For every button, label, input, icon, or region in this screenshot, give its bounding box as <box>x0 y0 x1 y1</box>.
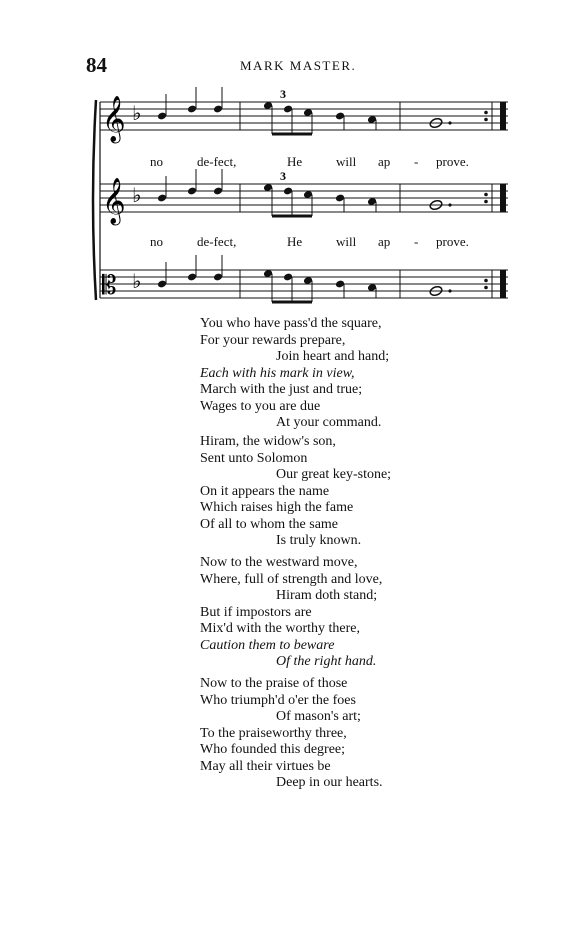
poem-line: On it appears the name <box>200 483 330 499</box>
lyric-word: no <box>150 234 163 249</box>
lyric-word: ap <box>378 154 391 169</box>
poem-line: Is truly known. <box>276 533 362 548</box>
poem-line: Of mason's art; <box>276 709 361 724</box>
lyric-word: de-fect, <box>197 234 237 249</box>
lyric-word: will <box>336 234 357 249</box>
poem-line: You who have pass'd the square, <box>200 316 382 331</box>
lyric-word: He <box>287 234 303 249</box>
lyric-word: prove. <box>436 234 469 249</box>
final-barline-thick <box>500 270 506 298</box>
poem-line: Where, full of strength and love, <box>200 571 383 587</box>
poem-line: Of all to whom the same <box>200 516 339 532</box>
triplet-mark: 3 <box>280 169 286 183</box>
augmentation-dot <box>448 121 451 124</box>
poem-line: For your rewards prepare, <box>200 332 346 348</box>
flat-sign-icon: ♭ <box>132 183 142 207</box>
poem-line: Who triumph'd o'er the foes <box>200 692 356 708</box>
repeat-dot <box>484 286 488 290</box>
triplet-mark: 3 <box>280 87 286 101</box>
poem-line: March with the just and true; <box>200 382 363 397</box>
poem-line: Now to the praise of those <box>200 676 348 691</box>
final-barline-thick <box>500 102 506 130</box>
poem-line: Mix'd with the worthy there, <box>200 621 360 636</box>
poem-line: Each with his mark in view, <box>200 365 355 381</box>
poem-line: To the praiseworthy three, <box>200 725 347 741</box>
repeat-dot <box>484 118 488 122</box>
lyric-word: no <box>150 154 163 169</box>
poem-line: Wages to you are due <box>200 398 321 414</box>
poem-line: At your command. <box>276 415 382 430</box>
treble-clef-icon: 𝄞 <box>102 96 126 142</box>
system-brace <box>93 100 96 300</box>
flat-sign-icon: ♭ <box>132 101 142 125</box>
poem-line: Who founded this degree; <box>200 742 346 757</box>
augmentation-dot <box>448 203 451 206</box>
lyric-word: will <box>336 154 357 169</box>
poem-line: Of the right hand. <box>276 654 377 669</box>
poem-line: Sent unto Solomon <box>200 450 308 466</box>
lyric-word: ap <box>378 234 391 249</box>
flat-sign-icon: ♭ <box>132 269 142 293</box>
poem-line: Which raises high the fame <box>200 500 354 515</box>
repeat-dot <box>484 279 488 283</box>
treble-clef-icon: 𝄞 <box>102 178 126 224</box>
repeat-dot <box>484 193 488 197</box>
c-clef-icon: 𝄡 <box>102 271 117 301</box>
running-title: MARK MASTER. <box>240 58 357 73</box>
poem-line: Hiram, the widow's son, <box>200 434 336 449</box>
poem-line: Now to the westward move, <box>200 555 358 570</box>
augmentation-dot <box>448 289 451 292</box>
lyric-word: He <box>287 154 303 169</box>
poem-line: Join heart and hand; <box>276 349 390 364</box>
lyric-word: de-fect, <box>197 154 237 169</box>
final-barline-thick <box>500 184 506 212</box>
poem-line: Caution them to beware <box>200 637 335 653</box>
lyric-word: - <box>414 234 419 249</box>
repeat-dot <box>484 111 488 115</box>
lyric-word: prove. <box>436 154 469 169</box>
poem-line: Hiram doth stand; <box>276 588 378 603</box>
poem-line: May all their virtues be <box>200 758 331 774</box>
poem-line: Deep in our hearts. <box>276 775 383 790</box>
poem-line: But if impostors are <box>200 604 312 620</box>
lyric-word: - <box>414 154 419 169</box>
repeat-dot <box>484 200 488 204</box>
page-number: 84 <box>86 53 107 77</box>
poem-line: Our great key-stone; <box>276 467 392 482</box>
